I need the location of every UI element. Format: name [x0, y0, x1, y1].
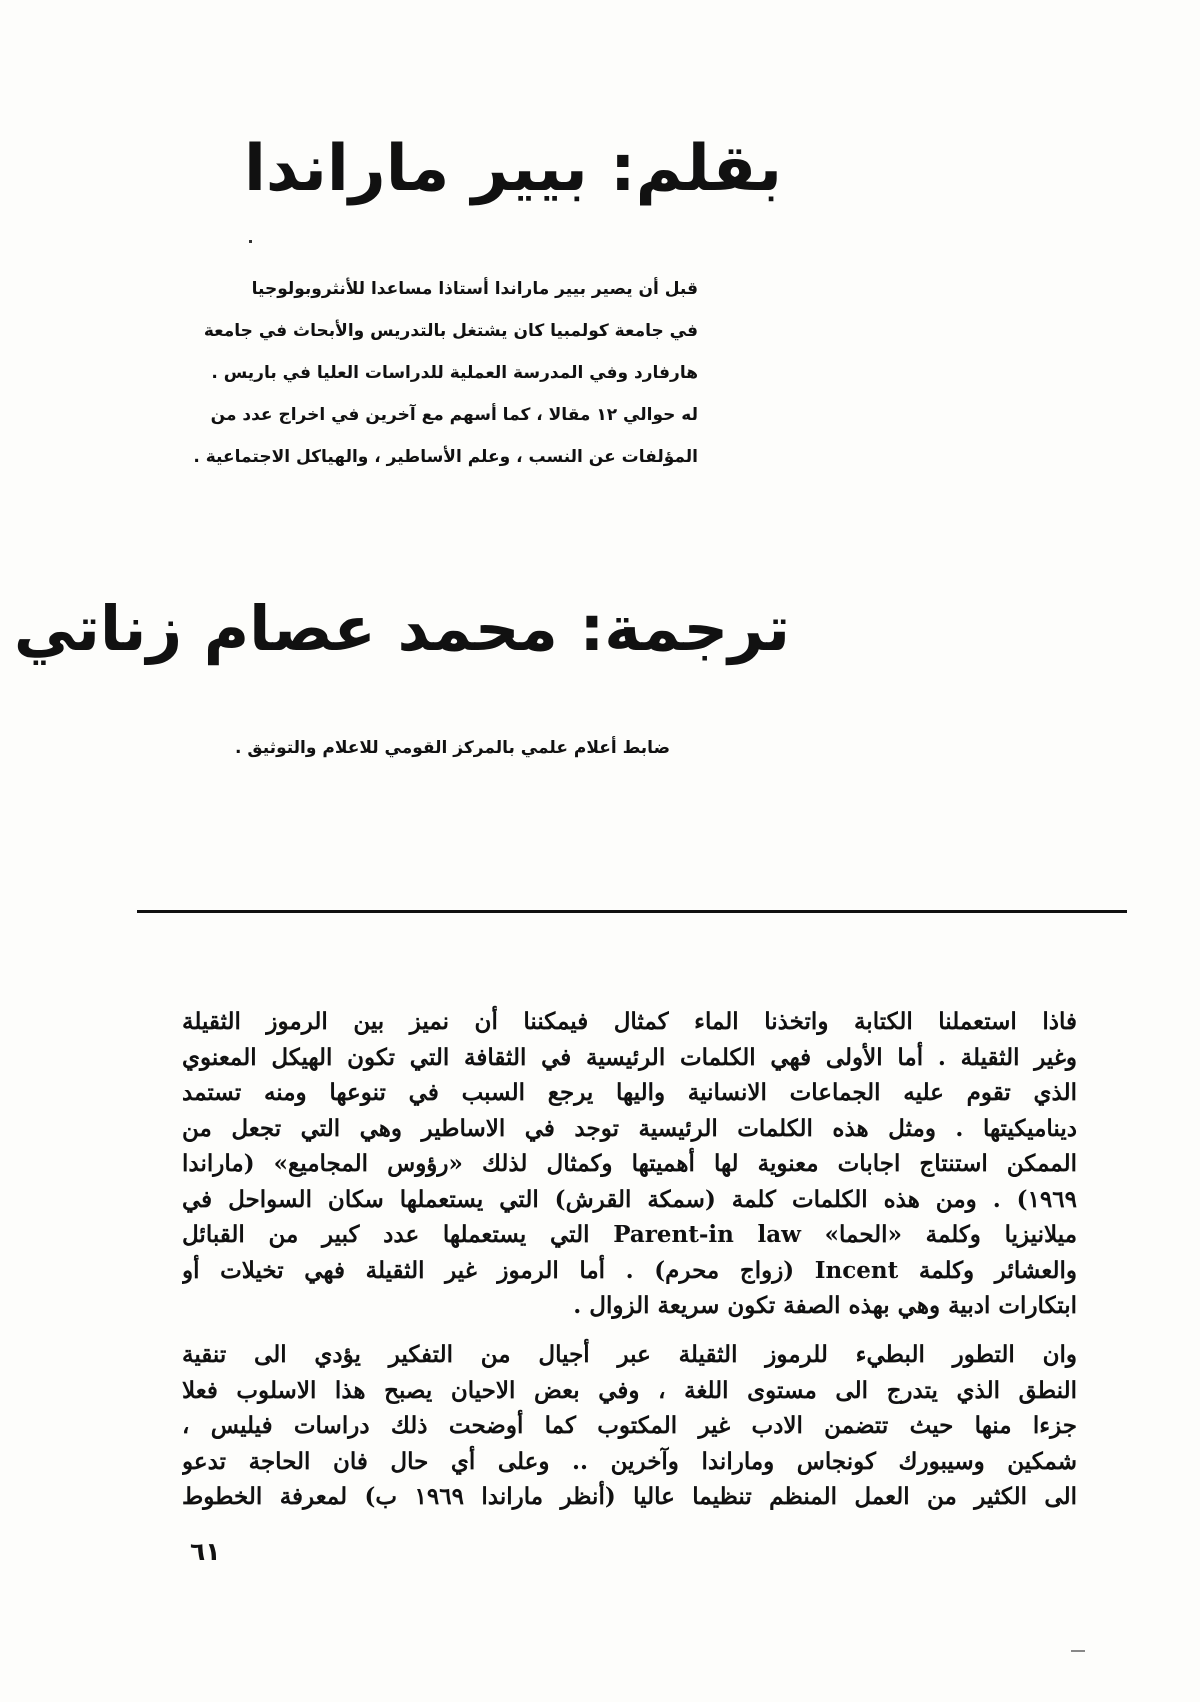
text-line: الى الكثير من العمل المنظم تنظيما عاليا (أنظر ماراندا ١٩٦٩ ب) لمعرفة الخطوط — [182, 1483, 1077, 1510]
scan-speck — [1071, 1650, 1085, 1652]
text-line: والعشائر وكلمة Incent (زواج محرم) . أما الرموز غير الثقيلة فهي تخيلات أو — [182, 1256, 1077, 1284]
section-divider — [137, 910, 1127, 913]
text-line: ديناميكيتها . ومثل هذه الكلمات الرئيسية توجد في الاساطير وهي التي تجعل من — [182, 1114, 1077, 1142]
body-paragraph-1 — [182, 1004, 1077, 1324]
text-line: وان التطور البطيء للرموز الثقيلة عبر أجيال من التفكير يؤدي الى تنقية — [182, 1341, 1077, 1368]
text-line: ابتكارات ادبية وهي بهذه الصفة تكون سريعة الزوال . — [573, 1292, 1077, 1319]
text-line: ميلانيزيا وكلمة «الحما» Parent-in law التي يستعملها عدد كبير من القبائل — [182, 1221, 1077, 1248]
page-number: ٦١ — [190, 1537, 221, 1566]
text-line: الذي تقوم عليه الجماعات الانسانية واليها يرجع السبب في تنوعها ومنه تستمد — [182, 1079, 1077, 1106]
scan-speck — [249, 240, 252, 243]
text-line: جزءا منها حيث تتضمن الادب غير المكتوب كما أوضحت ذلك دراسات فيليس ، — [182, 1412, 1077, 1439]
author-bio — [168, 268, 698, 478]
author-heading: بقلم: بيير ماراندا — [243, 132, 782, 206]
translator-heading: ترجمة: محمد عصام زناتي — [13, 592, 790, 665]
body-paragraph-2 — [182, 1337, 1077, 1515]
bio-line: هارفارد وفي المدرسة العملية للدراسات العليا في باريس . — [211, 363, 698, 383]
text-line: النطق الذي يتدرج الى مستوى اللغة ، وفي بعض الاحيان يصبح هذا الاسلوب فعلا — [182, 1376, 1077, 1404]
translator-role: ضابط أعلام علمي بالمركز القومي للاعلام والتوثيق . — [235, 738, 670, 758]
text-line: شمكين وسيبورك كونجاس وماراندا وآخرين .. وعلى أي حال فان الحاجة تدعو — [182, 1447, 1077, 1475]
bio-line: المؤلفات عن النسب ، وعلم الأساطير ، والهياكل الاجتماعية . — [193, 447, 698, 467]
text-line: ١٩٦٩) . ومن هذه الكلمات كلمة (سمكة القرش) التي يستعملها سكان السواحل في — [182, 1185, 1077, 1213]
text-line: وغير الثقيلة . أما الأولى فهي الكلمات الرئيسية في الثقافة التي تكون الهيكل المعنوي — [182, 1043, 1077, 1071]
bio-line: قبل أن يصير بيير ماراندا أستاذا مساعدا للأنثروبولوجيا — [251, 279, 698, 299]
bio-line: له حوالي ١٢ مقالا ، كما أسهم مع آخرين في اخراج عدد من — [210, 405, 698, 425]
text-line: الممكن استنتاج اجابات معنوية لها أهميتها وكمثال لذلك «رؤوس المجاميع» (ماراندا — [182, 1150, 1077, 1177]
bio-line: في جامعة كولمبيا كان يشتغل بالتدريس والأبحاث في جامعة — [203, 321, 698, 341]
text-line: فاذا استعملنا الكتابة واتخذنا الماء كمثال فيمكننا أن نميز بين الرموز الثقيلة — [182, 1008, 1077, 1035]
